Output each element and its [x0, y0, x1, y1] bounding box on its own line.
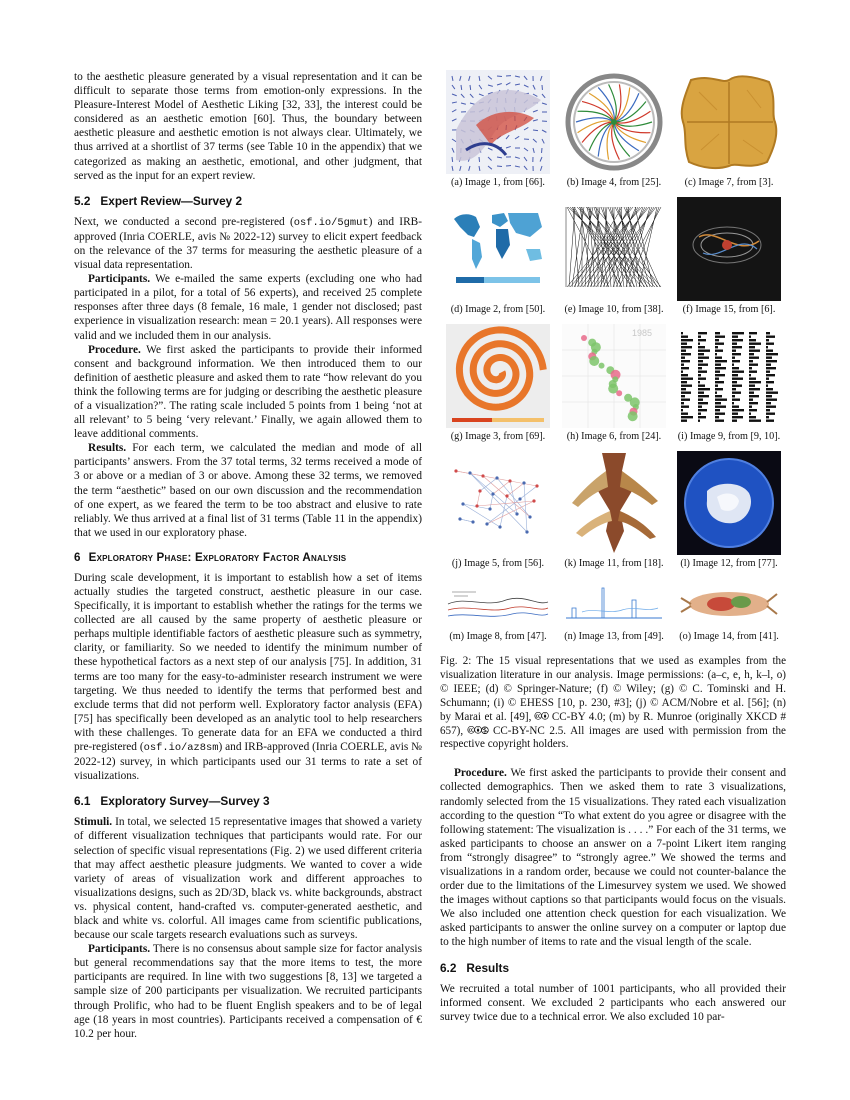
image-m-hand-drawn: [446, 578, 550, 628]
caption-c: (c) Image 7, from [3].: [684, 177, 774, 188]
stimuli-paragraph: Stimuli. In total, we selected 15 representative images that showed a variety of different visualization techniques that participants would rate. For our selection of specific visual representations (Fig. 2) we used different criteria that may affect aesthetic pleasure judgments. We wanted to cover a wide variety of areas of visualization work and different approaches to visualizations designs, such as 2D/3D, black vs. white backgrounds, abstract vs. physical content, hand-crafted vs. computer-generated aesthetic, and black and white vs. colorful. All images came from scientific publications, because our scale targets research evaluations such as surveys.: [74, 816, 422, 942]
image-c-tile-shape: [677, 70, 781, 174]
caption-d: (d) Image 2, from [50].: [450, 304, 546, 315]
caption-k: (k) Image 11, from [18].: [564, 558, 664, 569]
figure-cell-l: [672, 451, 786, 578]
figure-cell-m: [440, 578, 556, 651]
image-j-network: [446, 451, 550, 555]
image-g-spiral: [446, 324, 550, 428]
figure-cell-d: [440, 197, 556, 324]
figure-cell-i: [672, 324, 786, 451]
intro-paragraph: to the aesthetic pleasure generated by a visual representation and it can be difficult to separate those terms from emotion-only expressions. In the Pleasure-Interest Model of Aesthetic Liking [32, 33], the interest could be considered as an aesthetic emotion [60]. Thus, the boundary between aesthetic pleasure and aesthetic emotion is not always clear. Ultimately, we thus arrived at a shortlist of 37 terms (see Table 10 in the appendix) that we categorized as making an aesthetic, emotional, and other judgment, that served as the input for an expert review.: [74, 71, 422, 182]
image-d-world-map: [446, 197, 550, 301]
caption-o: (o) Image 14, from [41].: [679, 631, 779, 642]
figure-cell-k: [556, 451, 672, 578]
figure-2-grid: [440, 70, 786, 651]
image-f-dark-rendering: [677, 197, 781, 301]
image-e-line-density: [562, 197, 666, 301]
participants-paragraph-2: Participants. There is no consensus about sample size for factor analysis but general recommendations say that the more items to test, the more participants are required. In line with two suggestions [8, 13] we targeted a sample size of 200 participants per visualization. We recruited participants through Prolific, who had to be fluent English speakers and to be of legal age (18 years in most countries). Participants received a compensation of € 10.2 per hour.: [74, 943, 422, 1040]
participants-paragraph: Participants. We e-mailed the same experts (excluding one who had participated in a pilot, for a total of 56 experts), and received 25 complete responses after three days (8 female, 16 male, 1 gender not disclosed; past experience in visualization research: mean = 20.1 years). All responses were valid and we included them in our analysis.: [74, 273, 422, 342]
section-heading-6-2: 6.2 Results: [440, 960, 510, 975]
figure-cell-c: [672, 70, 786, 197]
figure-cell-g: [440, 324, 556, 451]
expert-review-paragraph: Next, we conducted a second pre-registered (osf.io/5gmut) and IRB-approved (Inria COERLE, avis № 2022-12) survey to elicit expert feedback on the relevance of the 37 terms for measuring the aesthetic pleasure of a visual data representation.: [74, 215, 422, 272]
figure-cell-f: [672, 197, 786, 324]
figure-caption: Fig. 2: The 15 visual representations that we used as examples from the visualization literature in our analysis. Image permissions: (a–c, e, h, k–l, o) © IEEE; (d) © Springer-Nature; (f) © Wiley; (g) © C. Tominski and H. Schumann; (i) © EHESS [10, p. 230, #3]; (j) © ACM/Nobre et al. [56]; (n) by Marai et al. [49], 🅭🅯 CC-BY 4.0; (m) by R. Munroe (originally XKCD # 657), 🅭🅯🄏 CC-BY-NC 2.5. All images are used with permission from the respective copyright holders.: [440, 655, 786, 751]
thumb-year-label: 1985: [632, 328, 653, 338]
osf-link[interactable]: osf.io/5gmut: [293, 216, 369, 229]
caption-a: (a) Image 1, from [66].: [451, 177, 545, 188]
caption-i: (i) Image 9, from [9, 10].: [677, 431, 781, 442]
figure-cell-j: [440, 451, 556, 578]
image-o-anatomy: [677, 578, 781, 628]
caption-f: (f) Image 15, from [6].: [682, 304, 776, 315]
caption-g: (g) Image 3, from [69].: [450, 431, 546, 442]
caption-m: (m) Image 8, from [47].: [449, 631, 547, 642]
image-h-bubble-path: [562, 324, 666, 428]
left-column: [74, 70, 422, 1041]
image-k-stream-tree: [562, 451, 666, 555]
figure-cell-e: [556, 197, 672, 324]
results-paragraph: Results. For each term, we calculated the median and mode of all participants’ answers. From the 37 total terms, 32 terms received a mode of 3 or above or a median of 3 or above. Among these 32 terms, we removed the term “aesthetic” based on our own discussion and the recommendation of one expert, as we feared the term to be too abstract and elusive to rate reliably. We thus arrived at a final list of 31 terms (Table 11 in the appendix) that we used in our exploratory phase.: [74, 442, 422, 539]
caption-h: (h) Image 6, from [24].: [566, 431, 662, 442]
caption-e: (e) Image 10, from [38].: [564, 304, 664, 315]
figure-cell-b: [556, 70, 672, 197]
osf-link-2[interactable]: osf.io/az8sm: [143, 742, 219, 755]
image-n-blue-lines: [562, 578, 666, 628]
figure-cell-a: [440, 70, 556, 197]
procedure-paragraph: Procedure. We first asked the participants to provide their informed consent and background information. We then introduced them to our definition of aesthetic pleasure and asked them to rate “how relevant do you think the following terms are for judging or describing the aesthetic pleasure of a visualization?”. The rating scale included 5 points from 1 being ‘not at all relevant’ to 5 being ‘very relevant.’ Finally, we again allowed them to leave additional comments.: [74, 343, 422, 441]
image-l-globe: [677, 451, 781, 555]
section-heading-6-1: 6.1 Exploratory Survey—Survey 3: [74, 794, 270, 809]
figure-cell-o: [672, 578, 786, 651]
image-b-radial-graph: [562, 70, 666, 174]
right-column: [440, 70, 786, 1024]
section-heading-6: 6 Exploratory Phase: Exploratory Factor Analysis: [74, 550, 347, 564]
caption-j: (j) Image 5, from [56].: [451, 558, 545, 569]
caption-n: (n) Image 13, from [49].: [564, 631, 664, 642]
results-paragraph-2: We recruited a total number of 1001 participants, who all provided their informed consent. We excluded 2 participants who each answered our survey twice due to a technical error. We also excluded 10 par-: [440, 982, 786, 1023]
exploratory-paragraph: During scale development, it is important to establish how a set of items actually studies the targeted construct, aesthetic pleasure in our case. Specifically, it is important to establish whether the ratings for the terms we collected are all caused by the same property of aesthetic pleasure or perhaps multiple identifiable factors of aesthetic pleasure such as symmetry, clarity, or familiarity. So we needed to identify the minimum number of these hypothetical factors as a next step of our analysis [75]. In addition, 31 terms are too many for the easy-to-administer research instrument we were targeting. We thus needed to identify the terms that performed best and exclude terms that did not perform well. Exploratory factor analysis (EFA) [75] has specifically been developed as an analytic tool to help researchers with these challenges. To generate data for an EFA we conducted a third pre-registered (osf.io/az8sm) and IRB-approved (Inria COERLE, avis № 2022-12) survey, in which participants used our 31 terms to rate a set of visualizations.: [74, 571, 422, 783]
procedure-paragraph-2: Procedure. We first asked the participants to provide their consent and collected demographics. Then we asked them to rate 3 visualizations, randomly selected from the 15 visualizations. They rated each visualization according to the question “To what extent do you agree or disagree with the following statement: The visualization is . . . .” For each of the 31 terms, we asked participants to choose an answer on a 7-point Likert item ranging from “strongly disagree” to “strongly agree.” We showed the terms and visualizations in a random order, because we could not counter-balance the order due to the limitations of the Limesurvey system we used. We showed the images without captions so that participants would focus on the visuals. We also included one attention check question for each visualization. We asked participants to answer the online survey on a computer or laptop due to the high number of items to rate and the visual length of the scale.: [440, 767, 786, 949]
caption-l: (l) Image 12, from [77].: [680, 558, 778, 569]
image-i-bar-columns: [677, 324, 781, 428]
section-heading-5-2: 5.2 Expert Review—Survey 2: [74, 193, 243, 208]
figure-cell-h: [556, 324, 672, 451]
image-a-vector-field: [446, 70, 550, 174]
caption-b: (b) Image 4, from [25].: [566, 177, 662, 188]
figure-cell-n: [556, 578, 672, 651]
